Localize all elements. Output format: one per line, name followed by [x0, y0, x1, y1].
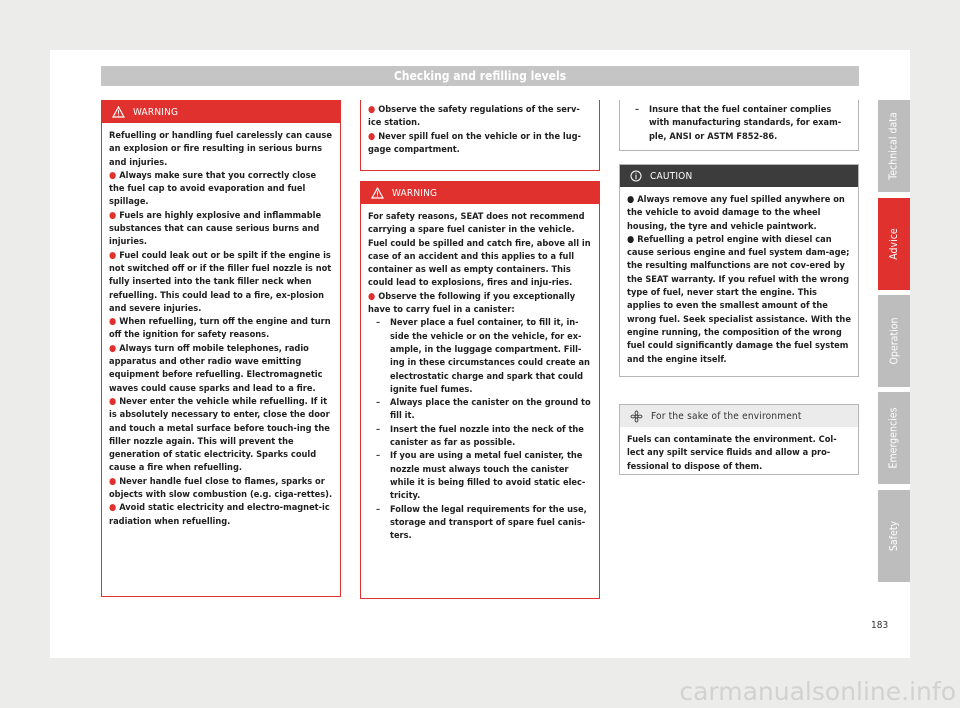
warning-header	[361, 182, 599, 204]
bullet-dot: ●	[109, 342, 117, 354]
caution-box	[619, 164, 859, 377]
warning-intro: For safety reasons, SEAT does not recommend carrying a spare fuel canister in the vehicle. Fuel could be spilled and catch fire, above all in case of an accident and this applies to a full container as well as empty containers. This could lead to explosions, fires and inju-ries.	[368, 211, 591, 289]
list-item: ● Fuels are highly explosive and inflammable substances that can cause serious burns and injuries.	[109, 209, 322, 248]
bullet-dot: ●	[109, 502, 117, 514]
warning-body	[102, 123, 340, 535]
bullet-dot: ●	[368, 130, 376, 142]
warning-box-canister	[360, 181, 600, 599]
column-1	[101, 100, 341, 597]
list-item: ● Never enter the vehicle while refuelling. If it is absolutely necessary to enter, close the door and touch a metal surface before touch-ing the filler nozzle again. This will prevent the generation of static electricity. Sparks could cause a fire when refuelling.	[109, 395, 330, 474]
bullet-dot: ●	[109, 249, 117, 261]
list-item: ● Avoid static electricity and electro-magnet-ic radiation when refuelling.	[109, 502, 330, 527]
dash-item: – Insert the fuel nozzle into the neck of the canister as far as possible.	[376, 423, 584, 449]
column-2	[360, 100, 600, 599]
bullet-dot: ●	[109, 169, 117, 181]
caution-label: CAUTION	[650, 170, 693, 182]
bullet-dot: ●	[368, 290, 376, 302]
warning-continued-body	[361, 100, 599, 163]
environment-header	[620, 405, 858, 427]
environment-label: For the sake of the environment	[651, 410, 802, 422]
warning-triangle-icon	[112, 106, 125, 118]
tab-technical-data[interactable]: Technical data	[878, 100, 910, 192]
caution-continued-box	[619, 100, 859, 151]
list-item: ● Always turn off mobile telephones, radio apparatus and other radio wave emitting equipment before refuelling. Electromagnetic waves could cause sparks and lead to a fire.	[109, 342, 323, 394]
tab-advice[interactable]: Advice	[878, 198, 910, 290]
caution-continued-body	[620, 100, 858, 150]
bullet-dot: ●	[368, 104, 376, 115]
environment-body	[620, 427, 858, 480]
list-item: ● Refuelling a petrol engine with diesel can cause serious engine and fuel system dam-age; the resulting malfunctions are not cov-ered by the SEAT warranty. If you refuel with the wrong type of fuel, never start the engine. This applies to even the smallest amount of the wrong fuel. Seek specialist assistance. With the engine running, the composition of the wrong fuel could significantly damage the fuel system and the engine itself.	[627, 233, 851, 365]
watermark: carmanualsonline.info	[679, 677, 956, 706]
warning-box-refuelling	[101, 100, 341, 597]
warning-label: WARNING	[392, 187, 438, 199]
tab-safety[interactable]: Safety	[878, 490, 910, 582]
list-item: ● Fuel could leak out or be spilt if the engine is not switched off or if the filler fuel nozzle is not fully inserted into the tank filler neck when refuelling. This could lead to a fire, ex-plosion and severe injuries.	[109, 249, 332, 314]
bullet-dot: ●	[109, 395, 117, 407]
info-circle-icon	[630, 170, 642, 182]
list-item: ● Observe the safety regulations of the serv-ice station.	[368, 104, 580, 129]
dash-item: – Insure that the fuel container complies with manufacturing standards, for exam-ple, ANSI or ASTM F852-86.	[635, 104, 842, 142]
list-item: ● Never spill fuel on the vehicle or in the lug-gage compartment.	[368, 130, 581, 155]
warning-header	[102, 101, 340, 123]
page-title: Checking and refilling levels	[101, 66, 859, 86]
list-item: ● When refuelling, turn off the engine and turn off the ignition for safety reasons.	[109, 316, 331, 341]
bullet-dot: ●	[627, 194, 635, 205]
list-item: ● Never handle fuel close to flames, sparks or objects with slow combustion (e.g. ciga-rettes).	[109, 475, 333, 501]
warning-intro: Refuelling or handling fuel carelessly can cause an explosion or fire resulting in serious burns and injuries.	[109, 130, 332, 168]
environment-text: Fuels can contaminate the environment. Col-lect any spilt service fluids and allow a pro-fessional to dispose of them.	[627, 434, 837, 472]
warning-label: WARNING	[133, 106, 179, 118]
bullet-dot: ●	[627, 233, 635, 245]
warning-triangle-icon	[371, 187, 384, 199]
list-item: ● Always remove any fuel spilled anywhere on the vehicle to avoid damage to the wheel housing, the tyre and vehicle paintwork.	[627, 194, 845, 232]
page-number: 183	[871, 620, 889, 631]
environment-flower-icon	[630, 410, 643, 423]
bullet-dot: ●	[109, 316, 117, 328]
warning-body	[361, 204, 599, 549]
dash-item: – Follow the legal requirements for the use, storage and transport of spare fuel canis-ters.	[376, 503, 587, 542]
list-item: ● Always make sure that you correctly close the fuel cap to avoid evaporation and fuel spillage.	[109, 169, 317, 208]
dash-item: – Always place the canister on the ground to fill it.	[376, 397, 591, 422]
tab-emergencies[interactable]: Emergencies	[878, 392, 910, 484]
warning-box-continued	[360, 100, 600, 171]
bullet-dot: ●	[109, 209, 117, 221]
dash-item: – If you are using a metal fuel canister, the nozzle must always touch the canister while it is being filled to avoid static elec-tricity.	[376, 450, 586, 502]
environment-box	[619, 404, 859, 475]
bullet-dot: ●	[109, 475, 117, 487]
tab-operation[interactable]: Operation	[878, 295, 910, 387]
column-3	[619, 100, 859, 475]
caution-header	[620, 165, 858, 187]
list-item: ● Observe the following if you exceptionally have to carry fuel in a canister:	[368, 290, 576, 316]
caution-body	[620, 187, 858, 373]
dash-item: – Never place a fuel container, to fill it, in-side the vehicle or on the vehicle, for ex-ample, in the luggage compartment. Fill-ing in these circumstances could create an electrostatic charge and spark that could ignite fuel fumes.	[376, 317, 590, 395]
